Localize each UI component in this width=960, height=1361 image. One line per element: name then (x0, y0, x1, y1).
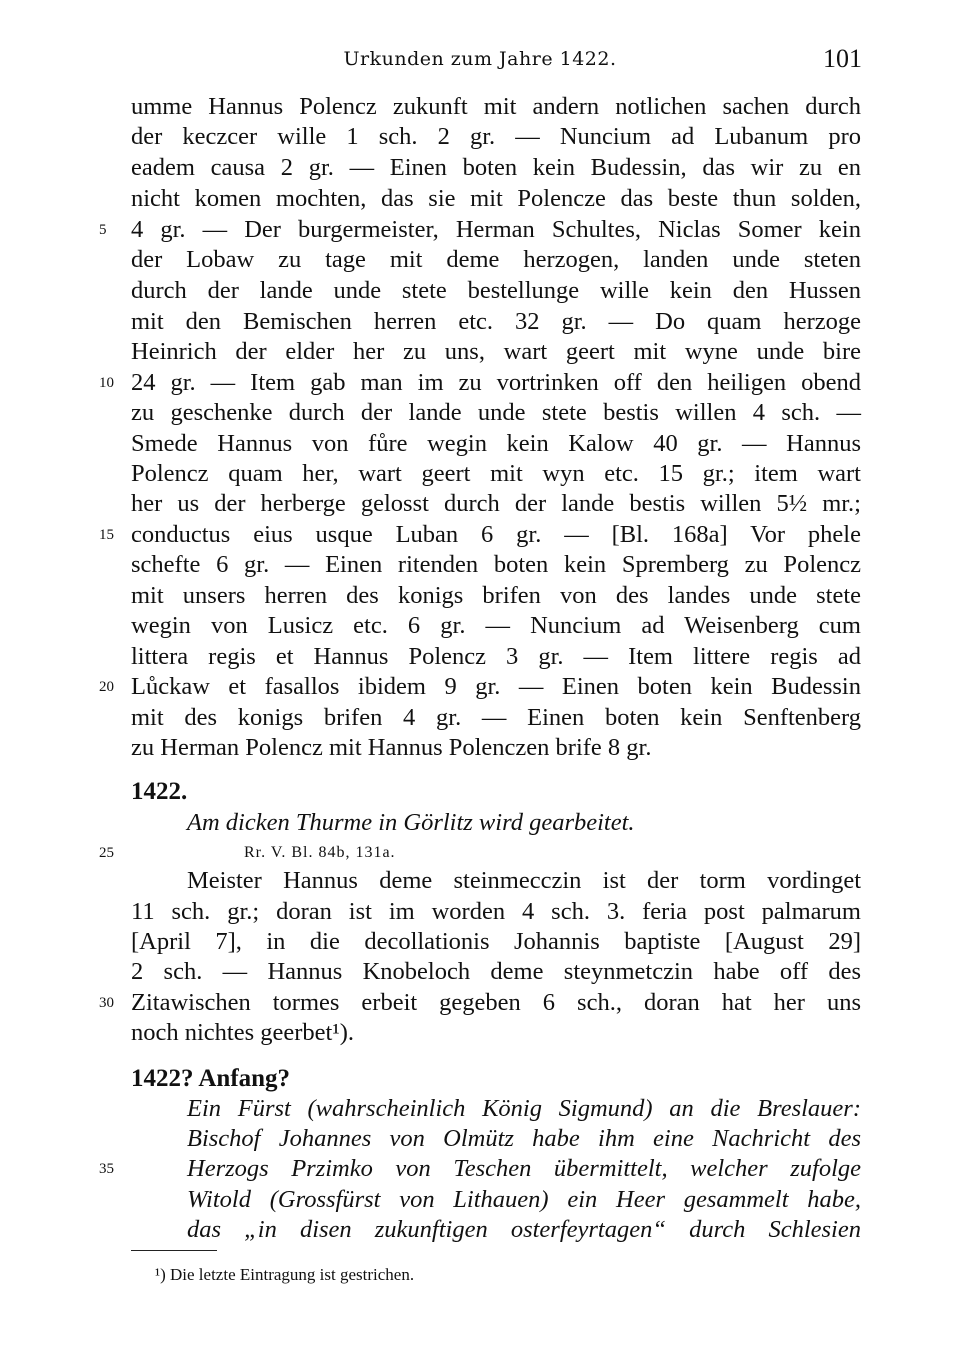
footnote-divider (131, 1250, 217, 1251)
body-line: der Lobaw zu tage mit deme herzogen, landen unde steten (131, 246, 861, 273)
entry-source: Rr. V. Bl. 84b, 131a. (244, 844, 396, 861)
body-line: zu Herman Polencz mit Hannus Polenczen brife 8 gr. (131, 734, 652, 761)
body-line: wegin von Lusicz etc. 6 gr. — Nuncium ad Weisenberg cum (131, 612, 861, 639)
entry-title: Am dicken Thurme in Görlitz wird gearbeitet. (187, 809, 635, 836)
entry-line: noch nichtes geerbet¹). (131, 1019, 354, 1046)
body-line: schefte 6 gr. — Einen ritenden boten kein Spremberg zu Polencz (131, 551, 861, 578)
margin-line-number: 30 (99, 995, 114, 1011)
body-line: nicht komen mochten, das sie mit Polencze das beste thun solden, (131, 185, 861, 212)
margin-line-number: 20 (99, 679, 114, 695)
entry-line: 2 sch. — Hannus Knobeloch deme steynmetczin habe off des (131, 958, 861, 985)
body-line: her us der herberge gelosst durch der lande bestis willen 5½ mr.; (131, 490, 861, 517)
margin-line-number: 5 (99, 222, 107, 238)
body-line: umme Hannus Polencz zukunft mit andern notlichen sachen durch (131, 93, 861, 120)
entry-summary-line: das „in disen zukunftigen osterfeyrtagen“ durch Schlesien (187, 1216, 861, 1243)
entry-line: 11 sch. gr.; doran ist im worden 4 sch. 3. feria post palmarum (131, 898, 861, 925)
body-line: 24 gr. — Item gab man im zu vortrinken off den heiligen obend (131, 369, 861, 396)
body-line: Heinrich der elder her zu uns, wart geert mit wyne unde bire (131, 338, 861, 365)
body-line: Lůckaw et fasallos ibidem 9 gr. — Einen boten kein Budessin (131, 673, 861, 700)
entry-year-heading: 1422? Anfang? (131, 1065, 291, 1092)
entry-summary-line: Herzogs Przimko von Teschen übermittelt, welcher zufolge (187, 1155, 861, 1182)
entry-summary-line: Witold (Grossfürst von Lithauen) ein Heer gesammelt habe, (187, 1186, 861, 1213)
page-number: 101 (823, 44, 862, 73)
margin-line-number: 10 (99, 375, 114, 391)
margin-line-number: 35 (99, 1161, 114, 1177)
footnote: ¹) Die letzte Eintragung ist gestrichen. (155, 1265, 415, 1284)
entry-line: Meister Hannus deme steinmecczin ist der torm vordinget (187, 867, 861, 894)
body-line: mit unsers herren des konigs brifen von des landes unde stete (131, 582, 861, 609)
body-line: eadem causa 2 gr. — Einen boten kein Budessin, das wir zu en (131, 154, 861, 181)
entry-summary-line: Bischof Johannes von Olmütz habe ihm eine Nachricht des (187, 1125, 861, 1152)
entry-summary-line: Ein Fürst (wahrscheinlich König Sigmund) an die Breslauer: (187, 1095, 861, 1122)
body-line: der keczcer wille 1 sch. 2 gr. — Nuncium ad Lubanum pro (131, 123, 861, 150)
body-line: 4 gr. — Der burgermeister, Herman Schultes, Niclas Somer kein (131, 216, 861, 243)
body-line: mit des konigs brifen 4 gr. — Einen boten kein Senftenberg (131, 704, 861, 731)
running-title: Urkunden zum Jahre 1422. (343, 48, 617, 70)
body-line: conductus eius usque Luban 6 gr. — [Bl. 168a] Vor phele (131, 521, 861, 548)
body-line: durch der lande unde stete bestellunge wille kein den Hussen (131, 277, 861, 304)
entry-year-heading: 1422. (131, 778, 188, 805)
body-line: Smede Hannus von fůre wegin kein Kalow 40 gr. — Hannus (131, 430, 861, 457)
body-line: Polencz quam her, wart geert mit wyn etc. 15 gr.; item wart (131, 460, 861, 487)
body-line: mit den Bemischen herren etc. 32 gr. — Do quam herzoge (131, 308, 861, 335)
margin-line-number: 25 (99, 845, 114, 861)
margin-line-number: 15 (99, 527, 114, 543)
body-line: littera regis et Hannus Polencz 3 gr. — Item littere regis ad (131, 643, 861, 670)
body-line: zu geschenke durch der lande unde stete bestis willen 4 sch. — (131, 399, 861, 426)
entry-line: Zitawischen tormes erbeit gegeben 6 sch., doran hat her uns (131, 989, 861, 1016)
entry-line: [April 7], in die decollationis Johannis baptiste [August 29] (131, 928, 861, 955)
page-header (0, 42, 960, 78)
